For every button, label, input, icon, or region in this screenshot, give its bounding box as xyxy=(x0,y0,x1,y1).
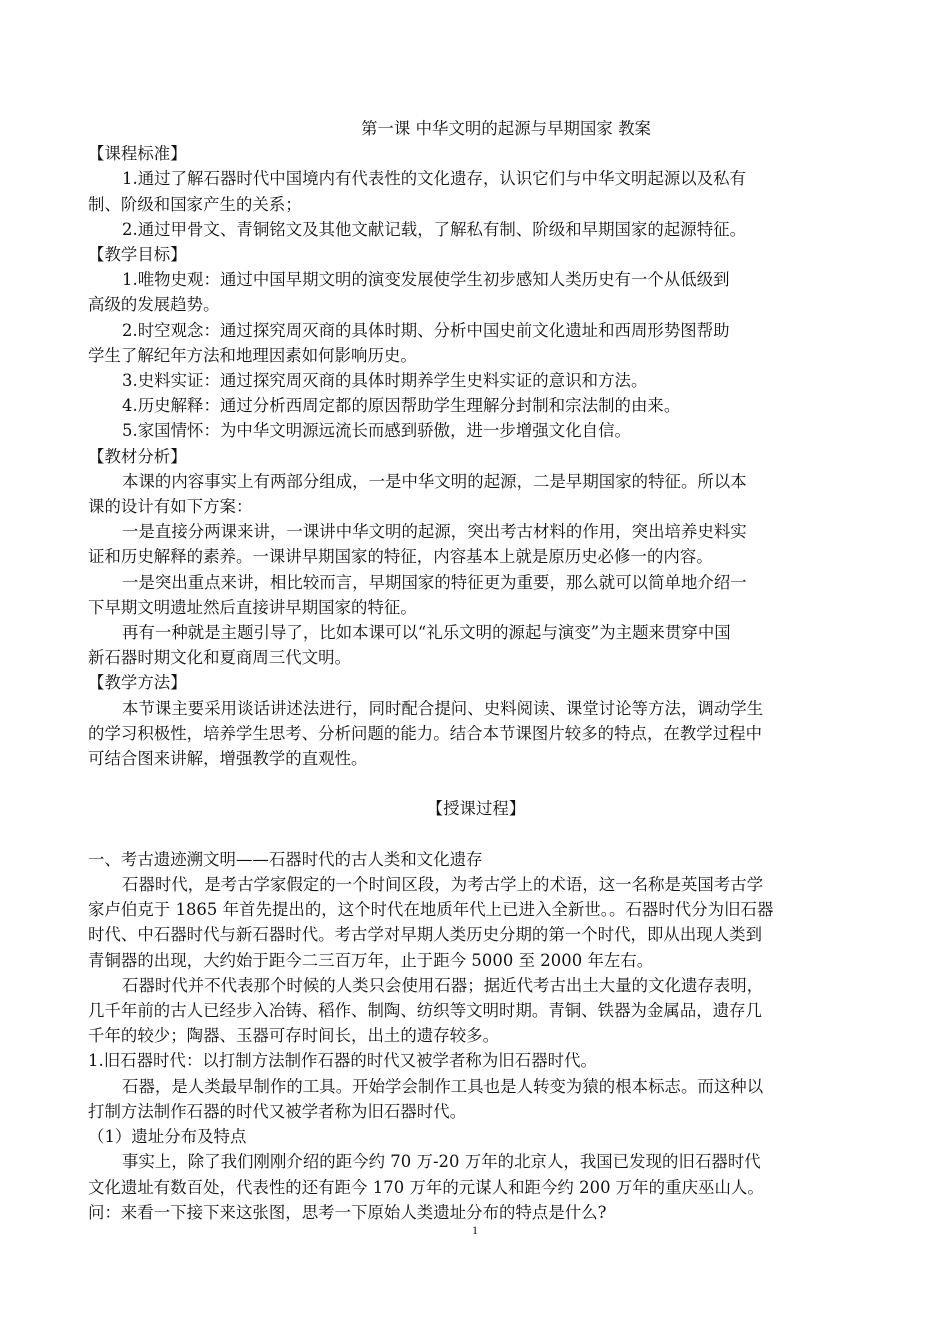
section-heading-process: 【授课过程】 xyxy=(426,799,526,819)
document-page xyxy=(88,116,864,1225)
paragraph-line: 1.旧石器时代：以打制方法制作石器的时代又被学者称为旧石器时代。 xyxy=(88,1051,597,1071)
paragraph-line: 1.唯物史观：通过中国早期文明的演变发展使学生初步感知人类历史有一个从低级到 xyxy=(122,270,730,290)
paragraph-line: 石器时代并不代表那个时候的人类只会使用石器；据近代考古出土大量的文化遗存表明， xyxy=(122,975,764,995)
paragraph-line: 证和历史解释的素养。一课讲早期国家的特征，内容基本上就是原历史必修一的内容。 xyxy=(88,547,713,567)
section-heading-method: 【教学方法】 xyxy=(88,673,187,693)
paragraph-line: 石器时代，是考古学家假定的一个时间区段，为考古学上的术语，这一名称是英国考古学 xyxy=(122,875,764,895)
paragraph-line: 问：来看一下接下来这张图，思考一下原始人类遗址分布的特点是什么? xyxy=(88,1202,607,1222)
paragraph-line: 3.史料实证：通过探究周灭商的具体时期养学生史料实证的意识和方法。 xyxy=(122,371,648,391)
paragraph-line: 2.时空观念：通过探究周灭商的具体时期、分析中国史前文化遗址和西周形势图帮助 xyxy=(122,320,730,340)
paragraph-line: 千年的较少；陶器、玉器可存时间长，出土的遗存较多。 xyxy=(88,1026,500,1046)
paragraph-line: 1.通过了解石器时代中国境内有代表性的文化遗存，认识它们与中华文明起源以及私有 xyxy=(122,169,747,189)
paragraph-line: 可结合图来讲解，增强教学的直观性。 xyxy=(88,749,368,769)
paragraph-line: 青铜器的出现，大约始于距今二三百万年，止于距今 5000 至 2000 年左右。 xyxy=(88,950,654,970)
paragraph-line: 学生了解纪年方法和地理因素如何影响历史。 xyxy=(88,345,417,365)
paragraph-line: 本节课主要采用谈话讲述法进行，同时配合提问、史料阅读、课堂讨论等方法，调动学生 xyxy=(122,698,764,718)
document-title: 第一课 中华文明的起源与早期国家 教案 xyxy=(360,119,651,138)
paragraph-line: 本课的内容事实上有两部分组成，一是中华文明的起源，二是早期国家的特征。所以本 xyxy=(122,471,747,491)
section-heading-analysis: 【教材分析】 xyxy=(88,446,187,466)
paragraph-line: 的学习积极性，培养学生思考、分析问题的能力。结合本节课图片较多的特点，在教学过程中 xyxy=(88,723,763,743)
paragraph-line: 家卢伯克于 1865 年首先提出的，这个时代在地质年代上已进入全新世。。石器时代分为旧石器 xyxy=(88,900,774,920)
paragraph-line: 新石器时期文化和夏商周三代文明。 xyxy=(88,648,352,668)
paragraph-line: 再有一种就是主题引导了，比如本课可以“礼乐文明的源起与演变”为主题来贯穿中国 xyxy=(122,623,731,643)
paragraph-line: 课的设计有如下方案： xyxy=(88,497,253,517)
paragraph-line: 文化遗址有数百处，代表性的还有距今 170 万年的元谋人和距今约 200 万年的重庆巫山人。 xyxy=(88,1177,764,1197)
paragraph-line: 制、阶级和国家产生的关系； xyxy=(88,194,302,214)
page-number: 1 xyxy=(472,1223,478,1237)
paragraph-line: 打制方法制作石器的时代又被学者称为旧石器时代。 xyxy=(88,1101,467,1121)
paragraph-line: 下早期文明遗址然后直接讲早期国家的特征。 xyxy=(88,597,417,617)
subsection-heading: 一、考古遗迹溯文明——石器时代的古人类和文化遗存 xyxy=(88,849,483,869)
paragraph-line: 高级的发展趋势。 xyxy=(88,295,220,315)
paragraph-line: 2.通过甲骨文、青铜铭文及其他文献记载，了解私有制、阶级和早期国家的起源特征。 xyxy=(122,219,747,239)
paragraph-line: 一是直接分两课来讲，一课讲中华文明的起源，突出考古材料的作用，突出培养史料实 xyxy=(122,522,747,542)
paragraph-line: 几千年前的古人已经步入冶铸、稻作、制陶、纺织等文明时期。青铜、铁器为金属品，遗存几 xyxy=(88,1001,763,1021)
section-heading-standard: 【课程标准】 xyxy=(88,144,187,164)
paragraph-line: 石器，是人类最早制作的工具。开始学会制作工具也是人转变为猿的根本标志。而这种以 xyxy=(122,1076,764,1096)
subsection-heading: （1）遗址分布及特点 xyxy=(88,1127,247,1147)
paragraph-line: 一是突出重点来讲，相比较而言，早期国家的特征更为重要，那么就可以简单地介绍一 xyxy=(122,572,747,592)
paragraph-line: 事实上，除了我们刚刚介绍的距今约 70 万-20 万年的北京人，我国已发现的旧石器时代 xyxy=(122,1152,761,1172)
paragraph-line: 时代、中石器时代与新石器时代。考古学对早期人类历史分期的第一个时代，即从出现人类到 xyxy=(88,925,763,945)
section-heading-goals: 【教学目标】 xyxy=(88,245,187,265)
paragraph-line: 4.历史解释：通过分析西周定都的原因帮助学生理解分封制和宗法制的由来。 xyxy=(122,396,681,416)
paragraph-line: 5.家国情怀：为中华文明源远流长而感到骄傲，进一步增强文化自信。 xyxy=(122,421,631,441)
